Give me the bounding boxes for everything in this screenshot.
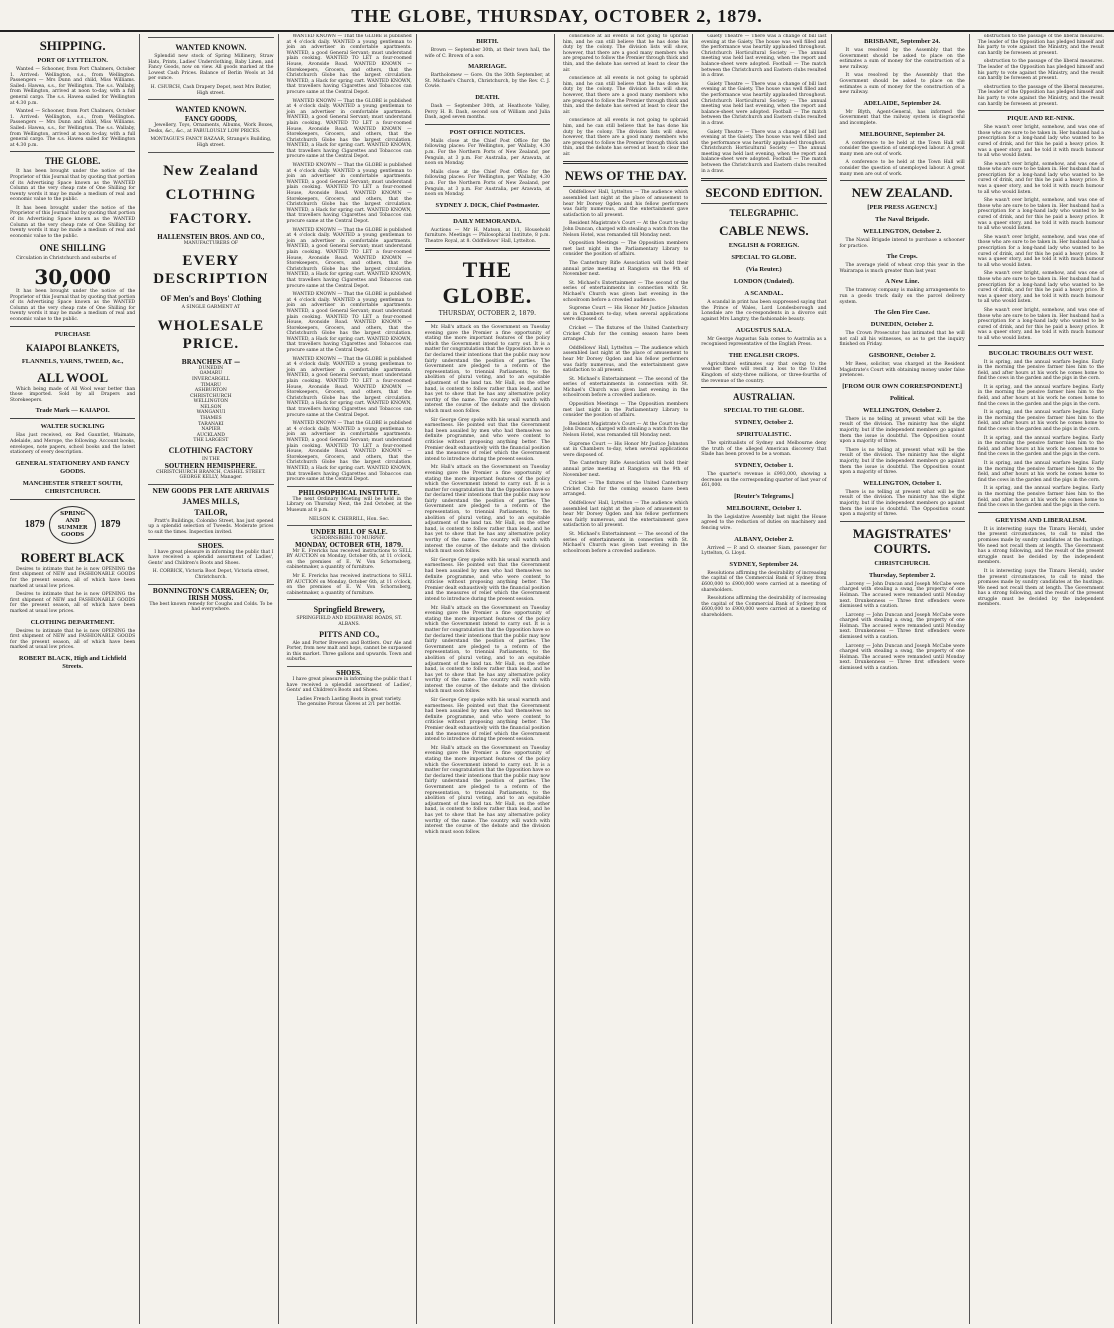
adelaide-text: Mr Blyth, Agent-General, has informed the Government that the railway system is disgraceful and incomplete. (839, 109, 965, 126)
divider (425, 248, 550, 251)
postmaster: SYDNEY J. DICK, Chief Postmaster. (435, 201, 540, 209)
spiritualistic-heading: SPIRITUALISTIC. (736, 431, 792, 439)
scandal-text: A scandal in print has been suppressed saying that the Prince of Wales, Lord Londesborough and Lonsdale are the co-respondents in a divorce suit against Mrs Langtry, the fashionable beauty. (701, 300, 827, 323)
spring-goods-ad (10, 506, 135, 544)
ladies-boots: Ladies French Lasting Boots in great variety. (296, 696, 402, 702)
daily-memo-text: Auctions — Mr H. Matson, at 11, Household furniture. Meetings — Philosophical Institute, 8 p.m. Theatre Royal, at 8. Oddfellows' Hall, Lyttelton. (424, 227, 550, 244)
james-mills-ad (148, 484, 273, 536)
leader-text: Mr. Hall's attack on the Government on Tuesday evening gave the Premier a fine opportunity of stating the more important features of the policy which the Government intend to carry out. It is a matter for congratulation that the Opposition have so far declared their intentions that the public may now fairly understand the position of parties. The Government are pledged to a reform of the representation, to triennial Parliaments, to the abolition of plural voting, and to an equitable adjustment of the land tax. Mr Hall, on the other hand, is content to follow rather than lead, and he has yet to show that he has any alternative policy worthy of the name. The country will watch with interest the course of the debate and the division which must soon follow. (424, 745, 550, 835)
fancy-goods-ad (148, 99, 273, 148)
column-5 (559, 34, 693, 1324)
news-item: Opposition Meetings — The Opposition members met last night in the Parliamentary Library to consider the position of affairs. (563, 402, 689, 419)
news-continued: Gaiety Theatre — There was a change of bill last evening at the Gaiety. The house was well filled and the performance was heartily applauded throughout. Christchurch Horticultural Society — The annual meeting was held last evening, when the report and balance-sheet were adopted. Football — The match between the Christchurch and Eastern clubs resulted in a draw. (701, 34, 827, 79)
fancy-goods-heading: FANCY GOODS, (184, 116, 237, 124)
single-garment: A SINGLE GARMENT AT (181, 305, 241, 311)
column-4 (421, 34, 555, 1324)
column-1 (6, 34, 140, 1324)
hallenstein-ad (148, 152, 273, 481)
news-item: Supreme Court — His Honor Mr Justice Johnston sat in Chambers to-day, when several applications were disposed of. (563, 306, 689, 323)
branch-item: TARANAKI (198, 421, 224, 427)
montague-address: MONTAGUE'S FANCY BAZAAR, Strange's Building, High street. (150, 137, 272, 148)
melbourne-dateline: MELBOURNE, October 1. (726, 504, 802, 512)
naval-brigade-heading: The Naval Brigade. (875, 216, 930, 224)
one-shilling: ONE SHILLING (39, 243, 106, 254)
wanted-ads-text: WANTED KNOWN — That the GLOBE is published at 4 o'clock daily. WANTED a young gentleman to join an advertiser in comfortable apartments. WANTED, a good General Servant; must understand plain cooking. WANTED TO LET a four-roomed House, Avonside Road. WANTED KNOWN — Storekeepers, Grocers, and others, that the Christchurch Globe has the largest circulation. WANTED, a Hack for spring cart. WANTED KNOWN, that travellers having Cigarettes and Tobaccos can procure same at the Central Depot. (286, 34, 412, 95)
wellington-dateline: WELLINGTON, October 2. (863, 228, 942, 236)
factory-heading: FACTORY. (169, 210, 253, 227)
pique-text: She wasn't over bright, somehow, and was one of those who are sure to be taken in. Her husband had a prescription for a long-hand lady who wanted to be cured of drink, and for this he paid a heavy price. It was a queer story, and he told it with much humour to all who would listen. (977, 125, 1104, 159)
birth-text: Brown — September 30th, at their town hall, the wife of C. Brown of a son. (424, 48, 550, 59)
brisbane-dateline: BRISBANE, September 24. (864, 38, 941, 45)
news-item: Resident Magistrate's Court — At the Court to-day John Duncan, charged with stealing a watch from the Nelson Hotel, was remanded till Monday next. (563, 221, 689, 238)
via-reuter: (Via Reuter.) (746, 266, 782, 274)
leader-text: Sir George Grey spoke with his usual warmth and earnestness. He pointed out that the Government had been assailed by men who had themselves no definite programme, and who were content to criticise without proposing anything better. The Premier dealt exhaustively with the financial position and the measures of relief which the Government intend to introduce during the present session. (424, 417, 550, 462)
shoes-ad (148, 539, 273, 581)
political-heading: Political. (889, 394, 915, 402)
brisbane-text: It was resolved by the Assembly that the Government should be asked to place on the estimates a sum of money for the construction of a new railway. (839, 48, 965, 70)
greyism-text: It is interesting (says the Timaru Herald), under the present circumstances, to call to mind the promises made by sundry candidates at the hustings. We need not recall them at length. The Government has a strong following, and the result of the present struggle must be decided by the independent members. (977, 568, 1104, 608)
wanted-ads-text: WANTED KNOWN — That the GLOBE is published at 4 o'clock daily. WANTED a young gentleman to join an advertiser in comfortable apartments. WANTED, a good General Servant; must understand plain cooking. WANTED TO LET a four-roomed House, Avonside Road. WANTED KNOWN — Storekeepers, Grocers, and others, that the Christchurch Globe has the largest circulation. WANTED, a Hack for spring cart. WANTED KNOWN, that travellers having Cigarettes and Tobaccos can procure same at the Central Depot. (286, 98, 412, 160)
spring-word: SPRING (60, 510, 86, 517)
branch-item: NAPIER (201, 427, 221, 433)
clothing-factory-heading: CLOTHING FACTORY (168, 446, 254, 456)
leader-continued: conscience at all events is not going to upbraid him, and he can still believe that he has done his duty by the colony. The division lists will show, however, that there are a good many members who are prepared to follow the Premier through thick and thin, and the debate has served at least to clear the air. (563, 34, 689, 73)
pique-text: She wasn't over bright, somehow, and was one of those who are sure to be taken in. Her husband had a prescription for a long-hand lady who wanted to be cured of drink, and for this he paid a heavy price. It was a queer story, and he told it with much humour to all who would listen. (977, 198, 1104, 232)
bill-of-sale-ad (287, 525, 412, 596)
augustus-text: Mr George Augustus Sala comes to Australia as a recognised representative of the English Press. (701, 336, 827, 348)
divider (10, 499, 135, 500)
fancy-goods-text: Jewellery, Toys, Ornaments, Albums, Work Boxes, Desks, &c., &c., at FABULOUSLY LOW PRICES. (148, 123, 274, 134)
shipping-text: Wanted — Schooner, from Port Chalmers, October 1. Arrived: Wellington, s.s., from Wellington. Passengers — Mrs Dunn and child, Miss Williams. Sailed: Hawea, s.s., for Wellington. The s.s. Wallaby, from Wellington, arrived at noon to-day, with a full general cargo. The s.s. Hawea sailed for Wellington at 4.30 p.m. (10, 67, 136, 106)
wanted-known-heading: WANTED KNOWN. (175, 105, 247, 115)
pitts-heading: PITTS AND CO., (319, 629, 380, 639)
circulation-intro: Circulation in Christchurch and suburbs of (16, 256, 117, 262)
pique-text: She wasn't over bright, somehow, and was one of those who are sure to be taken in. Her husband had a prescription for a long-hand lady who wanted to be cured of drink, and for this he paid a heavy price. It was a queer story, and he told it with much humour to all who would listen. (977, 271, 1104, 305)
new-zealand-heading: New Zealand (163, 162, 259, 179)
birth-heading: BIRTH. (476, 38, 499, 45)
bucolic-text: It is spring, and the annual warfare begins. Early in the morning the pensive farmer hies him to the field, and after hours at his work he comes home to find the cows in the garden and the pigs in the corn. (977, 359, 1104, 382)
wanted-ads-text: WANTED KNOWN — That the GLOBE is published at 4 o'clock daily. WANTED a young gentleman to join an advertiser in comfortable apartments. WANTED, a good General Servant; must understand plain cooking. WANTED TO LET a four-roomed House, Avonside Road. WANTED KNOWN — Storekeepers, Grocers, and others, that the Christchurch Globe has the largest circulation. WANTED, a Hack for spring cart. WANTED KNOWN, that travellers having Cigarettes and Tobaccos can procure same at the Central Depot. (286, 421, 412, 483)
sydney-dateline: SYDNEY, October 1. (734, 461, 794, 469)
gisborne-dateline: GISBORNE, October 2. (868, 352, 936, 360)
thursday-dateline: Thursday, September 2. (868, 571, 936, 579)
divider (10, 326, 135, 327)
genuine-porous: The genuine Porous Gloves at 2/1 per bottle. (297, 702, 402, 708)
bucolic-text: It is spring, and the annual warfare begins. Early in the morning the pensive farmer hies him to the field, and after hours at his work he comes home to find the cows in the garden and the pigs in the corn. (977, 410, 1104, 433)
post-office-heading: POST OFFICE NOTICES. (449, 128, 526, 136)
pique-text: She wasn't over bright, somehow, and was one of those who are sure to be taken in. Her husband had a prescription for a long-hand lady who wanted to be cured of drink, and for this he paid a heavy price. It was a queer story, and he told it with much humour to all who would listen. (977, 234, 1104, 268)
robert-black-text: Desires to intimate that he is now OPENING the first shipment of NEW and FASHIONABLE GOODS for the present season, all of which have been marked at usual low prices. (10, 566, 136, 589)
kaiapoi-sub: FLANNELS, YARNS, TWEED, &c., (21, 357, 124, 365)
under-bill-heading: UNDER BILL OF SALE. (310, 529, 388, 537)
divider (563, 186, 688, 187)
philosophical-heading: PHILOSOPHICAL INSTITUTE. (298, 489, 400, 497)
reuter-telegrams: [Reuter's Telegrams.] (734, 492, 794, 500)
melbourne-dateline: MELBOURNE, September 24. (859, 130, 945, 138)
christchurch-branch: CHRISTCHURCH BRANCH, CASHEL STREET. (156, 469, 266, 475)
masthead-title: THE GLOBE, THURSDAY, OCTOBER 2, 1879. (351, 6, 763, 26)
spring-oval (49, 506, 97, 544)
column-2 (144, 34, 278, 1324)
circulation-figure: 30,000 (34, 265, 111, 290)
magistrates-text: Larceny — John Duncan and Joseph McCabe were charged with stealing a swag, the property of one Holman. The accused were remanded until Monday next. Drunkenness — Three first offenders were dismissed with a caution. (839, 581, 965, 610)
spring-year-left: 1879 (24, 518, 45, 530)
divider (978, 110, 1104, 111)
shoes-heading: SHOES. (336, 670, 363, 677)
branch-item: THAMES (200, 416, 222, 422)
port-heading: PORT OF LYTTELTON. (37, 57, 108, 64)
news-item: Supreme Court — His Honor Mr Justice Johnston sat in Chambers to-day, when several applications were disposed of. (563, 441, 689, 458)
tailor-heading: TAILOR, (194, 507, 228, 517)
daily-memo-heading: DAILY MEMORANDA. (453, 217, 522, 225)
divider (978, 512, 1104, 513)
masthead (0, 0, 1114, 32)
nelson-cherrill: NELSON K. CHERRILL, Hon. Sec. (308, 516, 390, 522)
divider (978, 345, 1104, 346)
purchase-heading: PURCHASE (54, 330, 91, 338)
kaiapoi-text: Which being made of All Wool wear better than those imported. Sold by all Drapers and Storekeepers. (10, 386, 136, 403)
divider (425, 213, 550, 214)
shoes-text: I have great pleasure in informing the public that I have received a splendid assortment of Ladies', Gents' and Children's Boots and Shoes. (286, 677, 412, 694)
post-office-text: Mails close at the Chief Post Office for the following places: For Wellington, per Wallaby, 4.30 p.m. For the Northern Ports of New Zealand, per Penguin, at 3 p.m. For Australia, per Arawata, at noon on Monday. (424, 169, 550, 198)
wanted-known-ad (148, 37, 273, 96)
branch-item: WANGANUI (196, 410, 226, 416)
philosophical-ad (287, 486, 412, 522)
leader-text: Mr. Hall's attack on the Government on Tuesday evening gave the Premier a fine opportunity of stating the more important features of the policy which the Government intend to carry out. It is a matter for congratulation that the Opposition have so far declared their intentions that the public may now fairly understand the position of parties. The Government are pledged to a reform of the representation, to triennial Parliaments, to the abolition of plural voting, and to an equitable adjustment of the land tax. Mr Hall, on the other hand, is content to follow rather than lead, and he has yet to show that he has any alternative policy worthy of the name. The country will watch with interest the course of the debate and the division which must soon follow. (424, 605, 550, 695)
adelaide-dateline: ADELAIDE, September 24. (863, 99, 941, 107)
hallenstein-name: HALLENSTEIN BROS. AND CO., (157, 233, 265, 241)
aus-special: SPECIAL TO THE GLOBE. (723, 407, 804, 415)
divider (425, 124, 550, 125)
greyism-heading: GREYISM AND LIBERALISM. (995, 516, 1087, 524)
new-line-heading: A New Line. (885, 278, 920, 286)
political-text: There is no telling at present what will be the result of the division. The ministry has the slight majority, but if the independent members go against them the issue is doubtful. The Opposition count upon a majority of three. (839, 489, 965, 518)
leader-continued: conscience at all events is not going to upbraid him, and he can still believe that he has done his duty by the colony. The division lists will show, however, that there are a good many members who are prepared to follow the Premier through thick and thin, and the debate has served at least to clear the air. (563, 76, 689, 115)
spring-word: SUMMER (57, 524, 88, 531)
christchurch-heading: CHRISTCHURCH. (874, 559, 930, 567)
schornsberg: SCHORNSBERG TO MURPHY. (313, 536, 385, 542)
robert-black-text: Desires to intimate that he is now OPENING the first shipment of NEW and FASHIONABLE GOODS for the present season, all of which have been marked at usual low prices. (10, 628, 136, 651)
sale-text: Mr E. Frericks has received instructions to SELL BY AUCTION on Monday, October 6th, at 11 o'clock, on the premises of E. W. Von Schornsberg, cabinetmaker, a quantity of furniture. (286, 548, 412, 571)
political-text: There is no telling at present what will be the result of the division. The ministry has the slight majority, but if the independent members go against them the issue is doubtful. The Opposition count upon a majority of three. (839, 447, 965, 476)
column-8 (974, 34, 1108, 1324)
death-text: Dash — September 30th, at Heathcote Valley, Percy H. B. Dash, second son of William and Julia Dash, aged seven months. (424, 103, 550, 121)
general-stationery: GENERAL STATIONERY AND FANCY GOODS. (15, 459, 130, 475)
bucolic-text: It is spring, and the annual warfare begins. Early in the morning the pensive farmer hies him to the field, and after hours at his work he comes home to find the cows in the garden and the pigs in the corn. (977, 384, 1104, 407)
leader-text: Mr. Hall's attack on the Government on Tuesday evening gave the Premier a fine opportunity of stating the more important features of the policy which the Government intend to carry out. It is a matter for congratulation that the Opposition have so far declared their intentions that the public may now fairly understand the position of parties. The Government are pledged to a reform of the representation, to triennial Parliaments, to the abolition of plural voting, and to an equitable adjustment of the land tax. Mr Hall, on the other hand, is content to follow rather than lead, and he has yet to show that he has any alternative policy worthy of the name. The country will watch with interest the course of the debate and the division which must soon follow. (424, 325, 550, 414)
pitts-text: Ale and Porter Brewers and Bottlers. Our Ale and Porter, from new malt and hops, cannot be surpassed in this market. Three gallons and upwards. Town and suburbs. (286, 640, 412, 663)
column-3 (283, 34, 417, 1324)
manchester-street: MANCHESTER STREET SOUTH, CHRISTCHURCH. (22, 479, 123, 495)
augustus-heading: AUGUSTUS SALA. (735, 326, 792, 334)
wanted-ads-text: WANTED KNOWN — That the GLOBE is published at 4 o'clock daily. WANTED a young gentleman to join an advertiser in comfortable apartments. WANTED, a good General Servant; must understand plain cooking. WANTED TO LET a four-roomed House, Avonside Road. WANTED KNOWN — Storekeepers, Grocers, and others, that the Christchurch Globe has the largest circulation. WANTED, a Hack for spring cart. WANTED KNOWN, that travellers having Cigarettes and Tobaccos can procure same at the Central Depot. (286, 292, 412, 354)
magistrates-text: Larceny — John Duncan and Joseph McCabe were charged with stealing a swag, the property of one Holman. The accused were remanded until Monday next. Drunkenness — Three first offenders were dismissed with a caution. (839, 612, 965, 641)
pique-heading: PIQUE AND RE-NINK. (1007, 115, 1075, 123)
branches-heading: BRANCHES AT — (181, 358, 241, 366)
corbick-address: H. CORBICK, Victoria Boot Depot, Victoria street, Christchurch. (152, 569, 270, 580)
melbourne-text: A conference to be held at the Town Hall will consider the question of unemployed labour. A great many men are out of work. (839, 160, 965, 177)
news-item: Oddfellows' Hall, Lyttelton — The audience which assembled last night at the place of amusement to hear Mr Dorsey Ogden and his fellow performers was fairly numerous, and the entertainment gave satisfaction to all present. (563, 190, 689, 218)
monday-date: MONDAY, OCTOBER 6TH, 1879. (294, 541, 404, 549)
leader-text: Mr. Hall's attack on the Government on Tuesday evening gave the Premier a fine opportunity of stating the more important features of the policy which the Government intend to carry out. It is a matter for congratulation that the Opposition have so far declared their intentions that the public may now fairly understand the position of parties. The Government are pledged to a reform of the representation, to triennial Parliaments, to the abolition of plural voting, and to an equitable adjustment of the land tax. Mr Hall, on the other hand, is content to follow rather than lead, and he has yet to show that he has any alternative policy worthy of the name. The country will watch with interest the course of the debate and the division which must soon follow. (424, 465, 550, 555)
wellington-dateline: WELLINGTON, October 2. (863, 406, 942, 414)
clothing-heading: CLOTHING (165, 186, 257, 203)
new-zealand-heading: NEW ZEALAND. (851, 185, 953, 201)
clothing-department: CLOTHING DEPARTMENT. (30, 618, 115, 626)
continued-text: obstruction to the passage of the liberal measures. The leader of the Opposition has pledged himself and his party to vote against the Ministry, and the result can hardly be foreseen at present. (977, 34, 1104, 56)
gisborne-text: Mr Rees, solicitor, was charged at the Resident Magistrate's Court with obtaining money under false pretences. (839, 362, 965, 379)
branch-item: TIMARU (200, 382, 221, 388)
crops-heading: The Crops. (886, 253, 918, 261)
suckling-heading: WALTER SUCKLING (40, 423, 105, 431)
own-correspondent: [FROM OUR OWN CORRESPONDENT.] (842, 382, 962, 390)
wanted-known-heading: WANTED KNOWN. (175, 43, 247, 52)
news-item: Resident Magistrate's Court — At the Court to-day John Duncan, charged with stealing a watch from the Nelson Hotel, was remanded till Monday next. (563, 421, 689, 439)
news-item: Oddfellows' Hall, Lyttelton — The audience which assembled last night at the place of amusement to hear Mr Dorsey Ogden and his fellow performers was fairly numerous, and the entertainment gave satisfaction to all present. (563, 500, 689, 529)
suckling-text: Has just received, ex Red Gauntlet, Waimate, Adelaide, and Merope, the following: Account books, envelopes, note papers, school books and the latest stationery of every description. (10, 433, 136, 456)
magistrates-heading: MAGISTRATES' COURTS. (852, 525, 952, 556)
glen-fire-heading: The Glen Fire Case. (874, 309, 930, 317)
shoes-text: I have great pleasure in informing the public that I have received a splendid assortment of Ladies', Gents' and Children's Boots and Shoes. (148, 549, 274, 566)
news-item: St. Michael's Entertainment — The second of the series of entertainments in connection with St. Michael's Church was given last evening in the schoolroom before a crowded audience. (563, 531, 689, 554)
globe-dateline: THURSDAY, OCTOBER 2, 1879. (438, 310, 537, 318)
column-7 (836, 34, 970, 1324)
james-mills-name: JAMES MILLS, (182, 496, 240, 506)
shipping-heading: SHIPPING. (39, 38, 106, 53)
magistrates-text: Larceny — John Duncan and Joseph McCabe were charged with stealing a swag, the property of one Holman. The accused were remanded until Monday next. Drunkenness — Three first offenders were dismissed with a caution. (839, 643, 965, 672)
bonnington-ad (148, 584, 273, 613)
kaiapoi-heading: KAIAPOI BLANKETS, (26, 342, 120, 353)
globe-notice-text: It has been brought under the notice of the Proprietor of this Journal that by quoting that portion of its Advertising Space known as the WANTED Column at the very cheap rate of One Shilling for twenty words it may be made a medium of real and economic value to the public. (10, 289, 136, 322)
philosophical-text: The next Ordinary Meeting will be held in the Library on Thursday Next, the 2nd October, at the Museum at 8 p.m. (286, 496, 412, 513)
branch-item: NELSON (200, 404, 222, 410)
largest-label: THE LARGEST (193, 438, 229, 444)
branch-item: CHRISTCHURCH (190, 393, 232, 399)
divider (701, 178, 826, 181)
post-office-text: Mails close at the Chief Post Office for the following places: For Wellington, per Wallaby, 4.30 p.m. For the Northern Ports of New Zealand, per Penguin, at 3 p.m. For Australia, per Arawata, at noon on Monday. (424, 138, 550, 167)
bucolic-heading: BUCOLIC TROUBLES OUT WEST. (988, 349, 1094, 357)
springfield-ad (287, 599, 412, 663)
in-the-label: IN THE (202, 457, 220, 463)
george-kelly: GEORGE KELLY, Manager. (179, 475, 243, 481)
wanted-ads-text: WANTED KNOWN — That the GLOBE is published at 4 o'clock daily. WANTED a young gentleman to join an advertiser in comfortable apartments. WANTED, a good General Servant; must understand plain cooking. WANTED TO LET a four-roomed House, Avonside Road. WANTED KNOWN — Storekeepers, Grocers, and others, that the Christchurch Globe has the largest circulation. WANTED, a Hack for spring cart. WANTED KNOWN, that travellers having Cigarettes and Tobaccos can procure same at the Central Depot. (286, 227, 412, 289)
marriage-heading: MARRIAGE. (468, 63, 507, 71)
news-item: St. Michael's Entertainment — The second of the series of entertainments in connection with St. Michael's Church was given last evening in the schoolroom before a crowded audience. (563, 376, 689, 399)
trade-mark: Trade Mark — KAIAPOI. (35, 407, 110, 415)
southern-hemisphere: SOUTHERN HEMISPHERE. (164, 462, 258, 470)
divider (10, 151, 135, 152)
branch-item: INVERCARGILL (191, 376, 230, 382)
newspaper-columns (6, 34, 1108, 1324)
leader-text: Sir George Grey spoke with his usual warmth and earnestness. He pointed out that the Government had been assailed by men who had themselves no definite programme, and who were content to criticise without proposing anything better. The Premier dealt exhaustively with the financial position and the measures of relief which the Government intend to introduce during the present session. (424, 557, 550, 602)
spring-word: AND (65, 517, 80, 524)
albany-dateline: ALBANY, October 2. (734, 535, 794, 543)
continued-text: obstruction to the passage of the liberal measures. The leader of the Opposition has pledged himself and his party to vote against the Ministry, and the result can hardly be foreseen at present. (977, 84, 1104, 107)
melbourne-text: A conference to be held at the Town Hall will consider the question of unemployed labour. A great many men are out of work. (839, 140, 965, 157)
bonnington-heading: BONNINGTON'S CARRAGEEN; Or, IRISH MOSS. (152, 587, 269, 602)
wholesale-price: WHOLESALE PRICE. (157, 317, 265, 352)
naval-text: The Naval Brigade intend to purchase a schooner for practice. (839, 238, 965, 249)
brisbane-text: It was resolved by the Assembly that the Government should be asked to place on the estimates a sum of money for the construction of a new railway. (839, 73, 965, 96)
shoes-ad-2 (287, 666, 412, 708)
political-text: There is no telling at present what will be the result of the division. The ministry has the slight majority, but if the independent members go against them the issue is doubtful. The Opposition count upon a majority of three. (839, 416, 965, 445)
australian-heading: AUSTRALIAN. (732, 392, 795, 403)
new-goods-heading: NEW GOODS PER LATE ARRIVALS (152, 487, 270, 495)
spiritualistic-text: The spiritualists of Sydney and Melbourne deny the truth of the alleged American discovery that Slade has been proved to be a woman. (701, 441, 827, 458)
divider (563, 161, 688, 164)
divider (701, 203, 826, 204)
branch-item: DUNEDIN (198, 365, 224, 371)
divider (10, 418, 135, 419)
telegraphic-heading: TELEGRAPHIC. (729, 208, 799, 219)
news-item: Oddfellows' Hall, Lyttelton — The audience which assembled last night at the place of amusement to hear Mr Dorsey Ogden and his fellow performers was fairly numerous, and the entertainment gave satisfaction to all present. (563, 345, 689, 374)
robert-black-text: Desires to intimate that he is now OPENING the first shipment of NEW and FASHIONABLE GOODS for the present season, all of which have been marked at usual low prices. (10, 592, 136, 614)
divider (425, 321, 550, 322)
news-continued: Gaiety Theatre — There was a change of bill last evening at the Gaiety. The house was well filled and the performance was heartily applauded throughout. Christchurch Horticultural Society — The annual meeting was held last evening, when the report and balance-sheet were adopted. Football — The match between the Christchurch and Eastern clubs resulted in a draw. (701, 129, 827, 174)
leader-continued: conscience at all events is not going to upbraid him, and he can still believe that he has done his duty by the colony. The division lists will show, however, that there are a good many members who are prepared to follow the Premier through thick and thin, and the debate has served at least to clear the air. (563, 118, 689, 157)
melbourne-text: In the Legislative Assembly last night the House agreed to the reduction of duties on machinery and fencing wire. (701, 514, 827, 531)
bucolic-text: It is spring, and the annual warfare begins. Early in the morning the pensive farmer hies him to the field, and after hours at his work he comes home to find the cows in the garden and the pigs in the corn. (977, 486, 1104, 509)
shipping-text: Wanted — Schooner, from Port Chalmers, October 1. Arrived: Wellington, s.s., from Wellington. Passengers — Mrs Dunn and child, Miss Williams. Sailed: Hawea, s.s., for Wellington. The s.s. Wallaby, from Wellington, arrived at noon to-day, with a full general cargo. The s.s. Hawea sailed for Wellington at 4.30 p.m. (10, 109, 136, 148)
news-item: St. Michael's Entertainment — The second of the series of entertainments in connection with St. Michael's Church was given last evening in the schoolroom before a crowded audience. (563, 280, 689, 303)
church-address: H. CHURCH, Cash Drapery Depot, next Mrs Butler, High street. (150, 84, 272, 96)
branch-item: WELLINGTON (193, 399, 229, 405)
robert-black-heading: ROBERT BLACK (20, 549, 125, 565)
death-heading: DEATH. (475, 93, 500, 101)
news-item: Cricket — The fixtures of the United Canterbury Cricket Club for the coming season have been arranged. (563, 325, 689, 343)
cable-news-heading: CABLE NEWS. (719, 223, 809, 239)
sydney-dateline: SYDNEY, September 24. (729, 560, 799, 568)
sydney-text: Resolutions affirming the desirability of increasing the capital of the Commercial Bank of Sydney from £600,000 to £900,000 were carried at a meeting of shareholders. (701, 570, 827, 593)
london-dateline: LONDON (Undated). (733, 278, 794, 286)
sale-text: Mr E. Frericks has received instructions to SELL BY AUCTION on Monday, October 6th, at 11 o'clock, on the premises of E. W. Von Schornsberg, cabinetmaker, a quantity of furniture. (286, 574, 412, 596)
globe-title: THE GLOBE. (442, 257, 533, 309)
mens-boys-clothing: OF Men's and Boys' Clothing (160, 294, 262, 304)
leader-text: Sir George Grey spoke with his usual warmth and earnestness. He pointed out that the Government had been assailed by men who had themselves no definite programme, and who were content to criticise without proposing anything better. The Premier dealt exhaustively with the financial position and the measures of relief which the Government intend to introduce during the present session. (424, 698, 550, 743)
albany-text: Arrived — P. and O. steamer Siam, passenger for Lyttelton, G. Lloyd. (701, 545, 827, 557)
pique-text: She wasn't over bright, somehow, and was one of those who are sure to be taken in. Her husband had a prescription for a long-hand lady who wanted to be cured of drink, and for this he paid a heavy price. It was a queer story, and he told it with much humour to all who would listen. (977, 307, 1104, 341)
branch-item: ASHBURTON (194, 388, 227, 394)
new-line-text: The tramway company is making arrangements to run a goods truck daily on the parcel delivery system. (839, 288, 965, 305)
divider (840, 521, 965, 522)
scandal-heading: A SCANDAL. (744, 290, 784, 298)
press-agency: [PER PRESS AGENCY.] (867, 204, 937, 212)
second-edition-heading: SECOND EDITION. (705, 185, 823, 201)
shoes-heading: SHOES. (197, 542, 224, 550)
english-foreign: ENGLISH & FOREIGN. (728, 242, 799, 250)
spring-year-right: 1879 (100, 518, 121, 530)
dunedin-dateline: DUNEDIN, October 2. (870, 321, 934, 329)
globe-notice-text: It has been brought under the notice of the Proprietor of this Journal that by quoting that portion of its Advertising Space known as the WANTED Column at the very cheap rate of One Shilling for twenty words it may be made a medium of real and economic value to the public. (10, 169, 136, 203)
branch-item: AUCKLAND (196, 432, 225, 438)
bucolic-text: It is spring, and the annual warfare begins. Early in the morning the pensive farmer hies him to the field, and after hours at his work he comes home to find the cows in the garden and the pigs in the corn. (977, 461, 1104, 483)
globe-notice-text: It has been brought under the notice of the Proprietor of this Journal that by quoting that portion of its Advertising Space known as the WANTED Column at the very cheap rate of One Shilling for twenty words it may be made a medium of real and economic value to the public. (10, 205, 136, 239)
spring-word: GOODS (61, 531, 85, 538)
springfield-heading: Springfield Brewery, (313, 605, 385, 615)
springfield-sub: SPRINGFIELD AND EDGEWARE ROADS, ST. ALBANS. (296, 616, 402, 628)
all-wool: ALL WOOL (37, 369, 109, 385)
sydney-text: Resolutions affirming the desirability of increasing the capital of the Commercial Bank of Sydney from £600,000 to £900,000 were carried at a meeting of shareholders. (701, 596, 827, 618)
news-item: Opposition Meetings — The Opposition members met last night in the Parliamentary Library to consider the position of affairs. (563, 241, 689, 258)
james-mills-text: Pratt's Buildings, Colombo Street, has just opened up a splendid selection of Tweeds. Moderate prices to suit the times. Inspection invited. (148, 518, 274, 535)
news-continued: Gaiety Theatre — There was a change of bill last evening at the Gaiety. The house was well filled and the performance was heartily applauded throughout. Christchurch Horticultural Society — The annual meeting was held last evening, when the report and balance-sheet were adopted. Football — The match between the Christchurch and Eastern clubs resulted in a draw. (701, 81, 827, 126)
special-to-globe: SPECIAL TO GLOBE. (731, 254, 797, 262)
greyism-text: It is interesting (says the Timaru Herald), under the present circumstances, to call to mind the promises made by sundry candidates at the hustings. We need not recall them at length. The Government has a strong following, and the result of the present struggle must be decided by the independent members. (977, 526, 1104, 566)
glen-fire-text: The Crown Prosecutor has intimated that he will not call all his witnesses, so as to get the inquiry finished on Friday. (839, 331, 965, 348)
wellington-dateline: WELLINGTON, October 1. (863, 479, 942, 487)
continued-text: obstruction to the passage of the liberal measures. The leader of the Opposition has pledged himself and his party to vote against the Ministry, and the result can hardly be foreseen at present. (977, 59, 1104, 82)
news-item: The Canterbury Rifle Association will hold their annual prize meeting at Rangiora on the 9th of November next. (563, 261, 689, 278)
wanted-ads-text: WANTED KNOWN — That the GLOBE is published at 4 o'clock daily. WANTED a young gentleman to join an advertiser in comfortable apartments. WANTED, a good General Servant; must understand plain cooking. WANTED TO LET a four-roomed House, Avonside Road. WANTED KNOWN — Storekeepers, Grocers, and others, that the Christchurch Globe has the largest circulation. WANTED, a Hack for spring cart. WANTED KNOWN, that travellers having Cigarettes and Tobaccos can procure same at the Central Depot. (286, 356, 412, 418)
english-crops-text: Agricultural estimates say that owing to the weather there will result a loss to the United Kingdom of sixty-three millions, or three-fourths of the revenue of the country. (701, 361, 827, 384)
globe-notice-heading: THE GLOBE. (44, 156, 101, 167)
news-item: Cricket — The fixtures of the United Canterbury Cricket Club for the coming season have been arranged. (563, 481, 689, 498)
manufacturers-label: MANUFACTURERS OF (183, 240, 239, 246)
branch-item: OAMARU (199, 371, 223, 377)
bucolic-text: It is spring, and the annual warfare begins. Early in the morning the pensive farmer hies him to the field, and after hours at his work he comes home to find the cows in the garden and the pigs in the corn. (977, 435, 1104, 458)
bonnington-text: The best known remedy for Coughs and Colds. To be had everywhere. (149, 601, 273, 613)
every-description: EVERY DESCRIPTION (153, 253, 269, 288)
robert-black-footer: ROBERT BLACK, High and Lichfield Streets. (18, 654, 127, 670)
quarter-revenue-text: The quarter's revenue is £993,000, showing a decrease on the corresponding quarter of last year of £61,000. (701, 471, 827, 489)
divider (840, 180, 965, 181)
sydney-dateline: SYDNEY, October 2. (734, 419, 794, 427)
wanted-known-text: Splendid new stock of Spring Millinery, Straw Hats, Prints, Ladies' Underclothing, Baby Linen, and Fancy Goods, now on view. All goods marked at the Lowest Cash Prices. Balance of Berlin Wools at 3d per ounce. (148, 54, 274, 82)
divider (701, 387, 826, 388)
column-6 (697, 34, 831, 1324)
branch-list (148, 366, 273, 439)
news-of-the-day-heading: NEWS OF THE DAY. (564, 168, 687, 184)
english-crops-heading: THE ENGLISH CROPS. (728, 351, 799, 359)
wanted-ads-text: WANTED KNOWN — That the GLOBE is published at 4 o'clock daily. WANTED a young gentleman to join an advertiser in comfortable apartments. WANTED, a good General Servant; must understand plain cooking. WANTED TO LET a four-roomed House, Avonside Road. WANTED KNOWN — Storekeepers, Grocers, and others, that the Christchurch Globe has the largest circulation. WANTED, a Hack for spring cart. WANTED KNOWN, that travellers having Cigarettes and Tobaccos can procure same at the Central Depot. (286, 163, 412, 224)
news-item: The Canterbury Rifle Association will hold their annual prize meeting at Rangiora on the 9th of November next. (563, 461, 689, 478)
marriage-text: Bartholomew — Gore. On the 30th September, at St. Michael's Church, Christchurch, by the Rev. C. J. Cowie. (424, 73, 550, 90)
pique-text: She wasn't over bright, somehow, and was one of those who are sure to be taken in. Her husband had a prescription for a long-hand lady who wanted to be cured of drink, and for this he paid a heavy price. It was a queer story, and he told it with much humour to all who would listen. (977, 161, 1104, 195)
crops-text: The average yield of wheat crop this year in the Wairarapa is much greater than last year. (839, 263, 965, 274)
